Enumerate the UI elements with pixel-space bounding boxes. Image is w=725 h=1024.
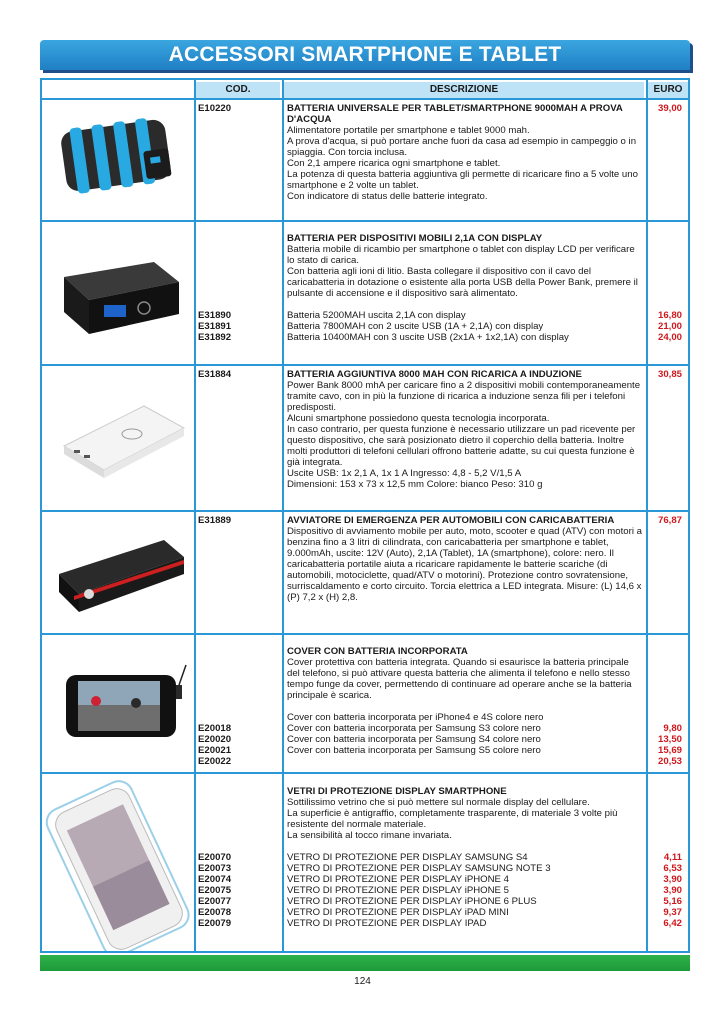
description-line: Batteria mobile di ricambio per smartphone o tablet con display LCD per verificare lo stato di carica. [287,244,635,266]
price: 15,69 [657,745,682,756]
description-line: Power Bank 8000 mhA per caricare fino a 2 dispositivi mobili contemporaneamente tramite cavo, con in più la funzione di ricarica a induzione senza fili per i telefoni predisposti. [287,380,641,413]
price: 21,00 [657,321,682,332]
product-codes [198,723,278,767]
variant-line: VETRO DI PROTEZIONE PER DISPLAY iPHONE 4 [287,874,509,885]
product-prices [632,852,682,929]
price: 24,00 [657,332,682,343]
product-codes [198,515,278,526]
product-code: E31890 [198,310,232,321]
description-line: A prova d'acqua, si può portare anche fuori da casa ad esempio in campeggio o in spiaggia. Con torcia inclusa. [287,136,637,158]
product-title: COVER CON BATTERIA INCORPORATA [287,646,468,657]
variant-line: VETRO DI PROTEZIONE PER DISPLAY SAMSUNG S4 [287,852,528,863]
product-code: E20018 [198,723,232,734]
product-row [42,366,688,510]
product-title: AVVIATORE DI EMERGENZA PER AUTOMOBILI CON CARICABATTERIA [287,515,615,526]
product-image-display-battery [44,222,194,364]
product-prices [632,310,682,343]
product-prices [632,723,682,767]
price: 9,37 [663,907,682,918]
variant-line: VETRO DI PROTEZIONE PER DISPLAY iPAD MINI [287,907,509,918]
variant-line: VETRO DI PROTEZIONE PER DISPLAY iPHONE 6 PLUS [287,896,537,907]
price: 13,50 [657,734,682,745]
variant-line: Cover con batteria incorporata per Samsung S5 colore nero [287,745,541,756]
product-code: E20022 [198,756,232,767]
description-line: Alimentatore portatile per smartphone e tablet 9000 mah. [287,125,530,136]
product-description [287,233,642,343]
product-code: E20020 [198,734,232,745]
variant-line: Cover con batteria incorporata per Samsung S3 colore nero [287,723,541,734]
description-line: La superficie è antigraffio, completamente trasparente, di materiale 3 volte più resistente del normale materiale. [287,808,618,830]
description-line: Dimensioni: 153 x 73 x 12,5 mm Colore: bianco Peso: 310 g [287,479,543,490]
product-description [287,786,642,929]
price: 16,80 [657,310,682,321]
product-code: E20073 [198,863,232,874]
variant-line: VETRO DI PROTEZIONE PER DISPLAY iPHONE 5 [287,885,509,896]
product-title: VETRI DI PROTEZIONE DISPLAY SMARTPHONE [287,786,507,797]
price: 4,11 [663,852,682,863]
variant-line: Batteria 10400MAH con 3 uscite USB (2x1A + 1x2,1A) con display [287,332,569,343]
description-line: Con batteria agli ioni di litio. Basta collegare il dispositivo con il cavo del caricabatteria in dotazione o esistente alla porta USB della Power Bank, premere il pulsante di accensione e il dispositivo sarà alimentato. [287,266,638,299]
product-row [42,222,688,364]
product-title: BATTERIA AGGIUNTIVA 8000 MAH CON RICARICA A INDUZIONE [287,369,582,380]
variant-line: VETRO DI PROTEZIONE PER DISPLAY IPAD [287,918,487,929]
variant-line: Batteria 7800MAH con 2 uscite USB (1A + 2,1A) con display [287,321,544,332]
product-image-screen-protector [44,774,194,951]
product-image-waterproof-battery [44,100,194,220]
product-title: BATTERIA PER DISPOSITIVI MOBILI 2,1A CON DISPLAY [287,233,543,244]
description-line: Cover protettiva con batteria integrata. Quando si esaurisce la batteria principale del telefono, si può attivare questa batteria che alimenta il telefono e nello stesso tempo funge da cover, permettendo di continuare ad operare anche se la batteria principale è scarica. [287,657,632,701]
product-code: E20078 [198,907,232,918]
description-line: Sottilissimo vetrino che si può mettere sul normale display del cellulare. [287,797,590,808]
product-code: E31892 [198,332,232,343]
col-header-cod: COD. [196,82,280,98]
description-line: Con 2,1 ampere ricarica ogni smartphone e tablet. [287,158,501,169]
page-number: 124 [354,976,371,987]
product-code: E31891 [198,321,232,332]
product-description [287,515,642,603]
price: 20,53 [657,756,682,767]
product-code: E31884 [198,369,232,380]
product-codes [198,369,278,380]
product-row [42,512,688,633]
product-image-induction-battery [44,366,194,510]
description-line: In caso contrario, per questa funzione è necessario utilizzare un pad ricevente per questo dispositivo, che sarà posizionato dietro il coperchio della batteria. Inoltre molti produttori di telefoni cellulari offrono batterie adatte, su cui questa funzione è già integrata. [287,424,636,468]
title-bar [40,40,690,70]
col-header-euro: EURO [648,82,688,98]
product-prices [632,515,682,526]
description-line: Uscite USB: 1x 2,1 A, 1x 1 A Ingresso: 4,8 - 5,2 V/1,5 A [287,468,522,479]
variant-line: Cover con batteria incorporata per iPhone4 e 4S colore nero [287,712,544,723]
catalog-table [40,78,690,953]
product-code: E20070 [198,852,232,863]
product-description [287,646,642,756]
description-line: Dispositivo di avviamento mobile per auto, moto, scooter e quad (ATV) con motori a benzina fino a 3 litri di cilindrata, con caricabatteria per smartphone e tablet, 9.000mAh, uscite: 12V (Auto), 2,1A (Tablet), 1A (smartphone), colore: nero. Il caricabatteria portatile aiuta a ricaricare rapidamente le batterie scariche (di automobili, motociclette, quad/ATV o motorini). Protezione contro sovratensione, surriscaldamento e corto circuito. Torcia elettrica a LED integrata. Misure: (L) 14,6 x (P) 7,2 x (H) 2,8. [287,526,642,603]
product-row [42,100,688,220]
price: 3,90 [663,874,682,885]
description-line: Con indicatore di status delle batterie integrato. [287,191,488,202]
price: 9,80 [663,723,682,734]
description-line: La sensibilità al tocco rimane invariata. [287,830,452,841]
product-code: E31889 [198,515,232,526]
product-prices [632,103,682,114]
product-code: E20074 [198,874,232,885]
product-code: E20079 [198,918,232,929]
price: 6,53 [663,863,682,874]
variant-line: Batteria 5200MAH uscita 2,1A con display [287,310,466,321]
product-title: BATTERIA UNIVERSALE PER TABLET/SMARTPHONE 9000MAH A PROVA D'ACQUA [287,103,623,125]
price: 76,87 [657,515,682,526]
product-description [287,369,642,490]
product-row [42,774,688,951]
price: 30,85 [657,369,682,380]
product-description [287,103,642,202]
footer-bar [40,955,690,971]
product-image-jump-starter [44,512,194,633]
product-codes [198,310,278,343]
product-codes [198,852,278,929]
page-title: ACCESSORI SMARTPHONE E TABLET [168,43,562,66]
variant-line: VETRO DI PROTEZIONE PER DISPLAY SAMSUNG NOTE 3 [287,863,551,874]
product-image-battery-cover [44,635,194,772]
price: 3,90 [663,885,682,896]
col-header-descrizione: DESCRIZIONE [284,82,644,98]
description-line: Alcuni smartphone possiedono questa tecnologia incorporata. [287,413,550,424]
price: 6,42 [663,918,682,929]
price: 5,16 [663,896,682,907]
product-code: E20075 [198,885,232,896]
product-codes [198,103,278,114]
product-code: E20077 [198,896,232,907]
variant-line: Cover con batteria incorporata per Samsung S4 colore nero [287,734,541,745]
product-code: E20021 [198,745,232,756]
product-code: E10220 [198,103,232,114]
description-line: La potenza di questa batteria aggiuntiva gli permette di ricaricare fino a 5 volte uno smartphone e 2 volte un tablet. [287,169,638,191]
product-prices [632,369,682,380]
product-row [42,635,688,772]
price: 39,00 [657,103,682,114]
